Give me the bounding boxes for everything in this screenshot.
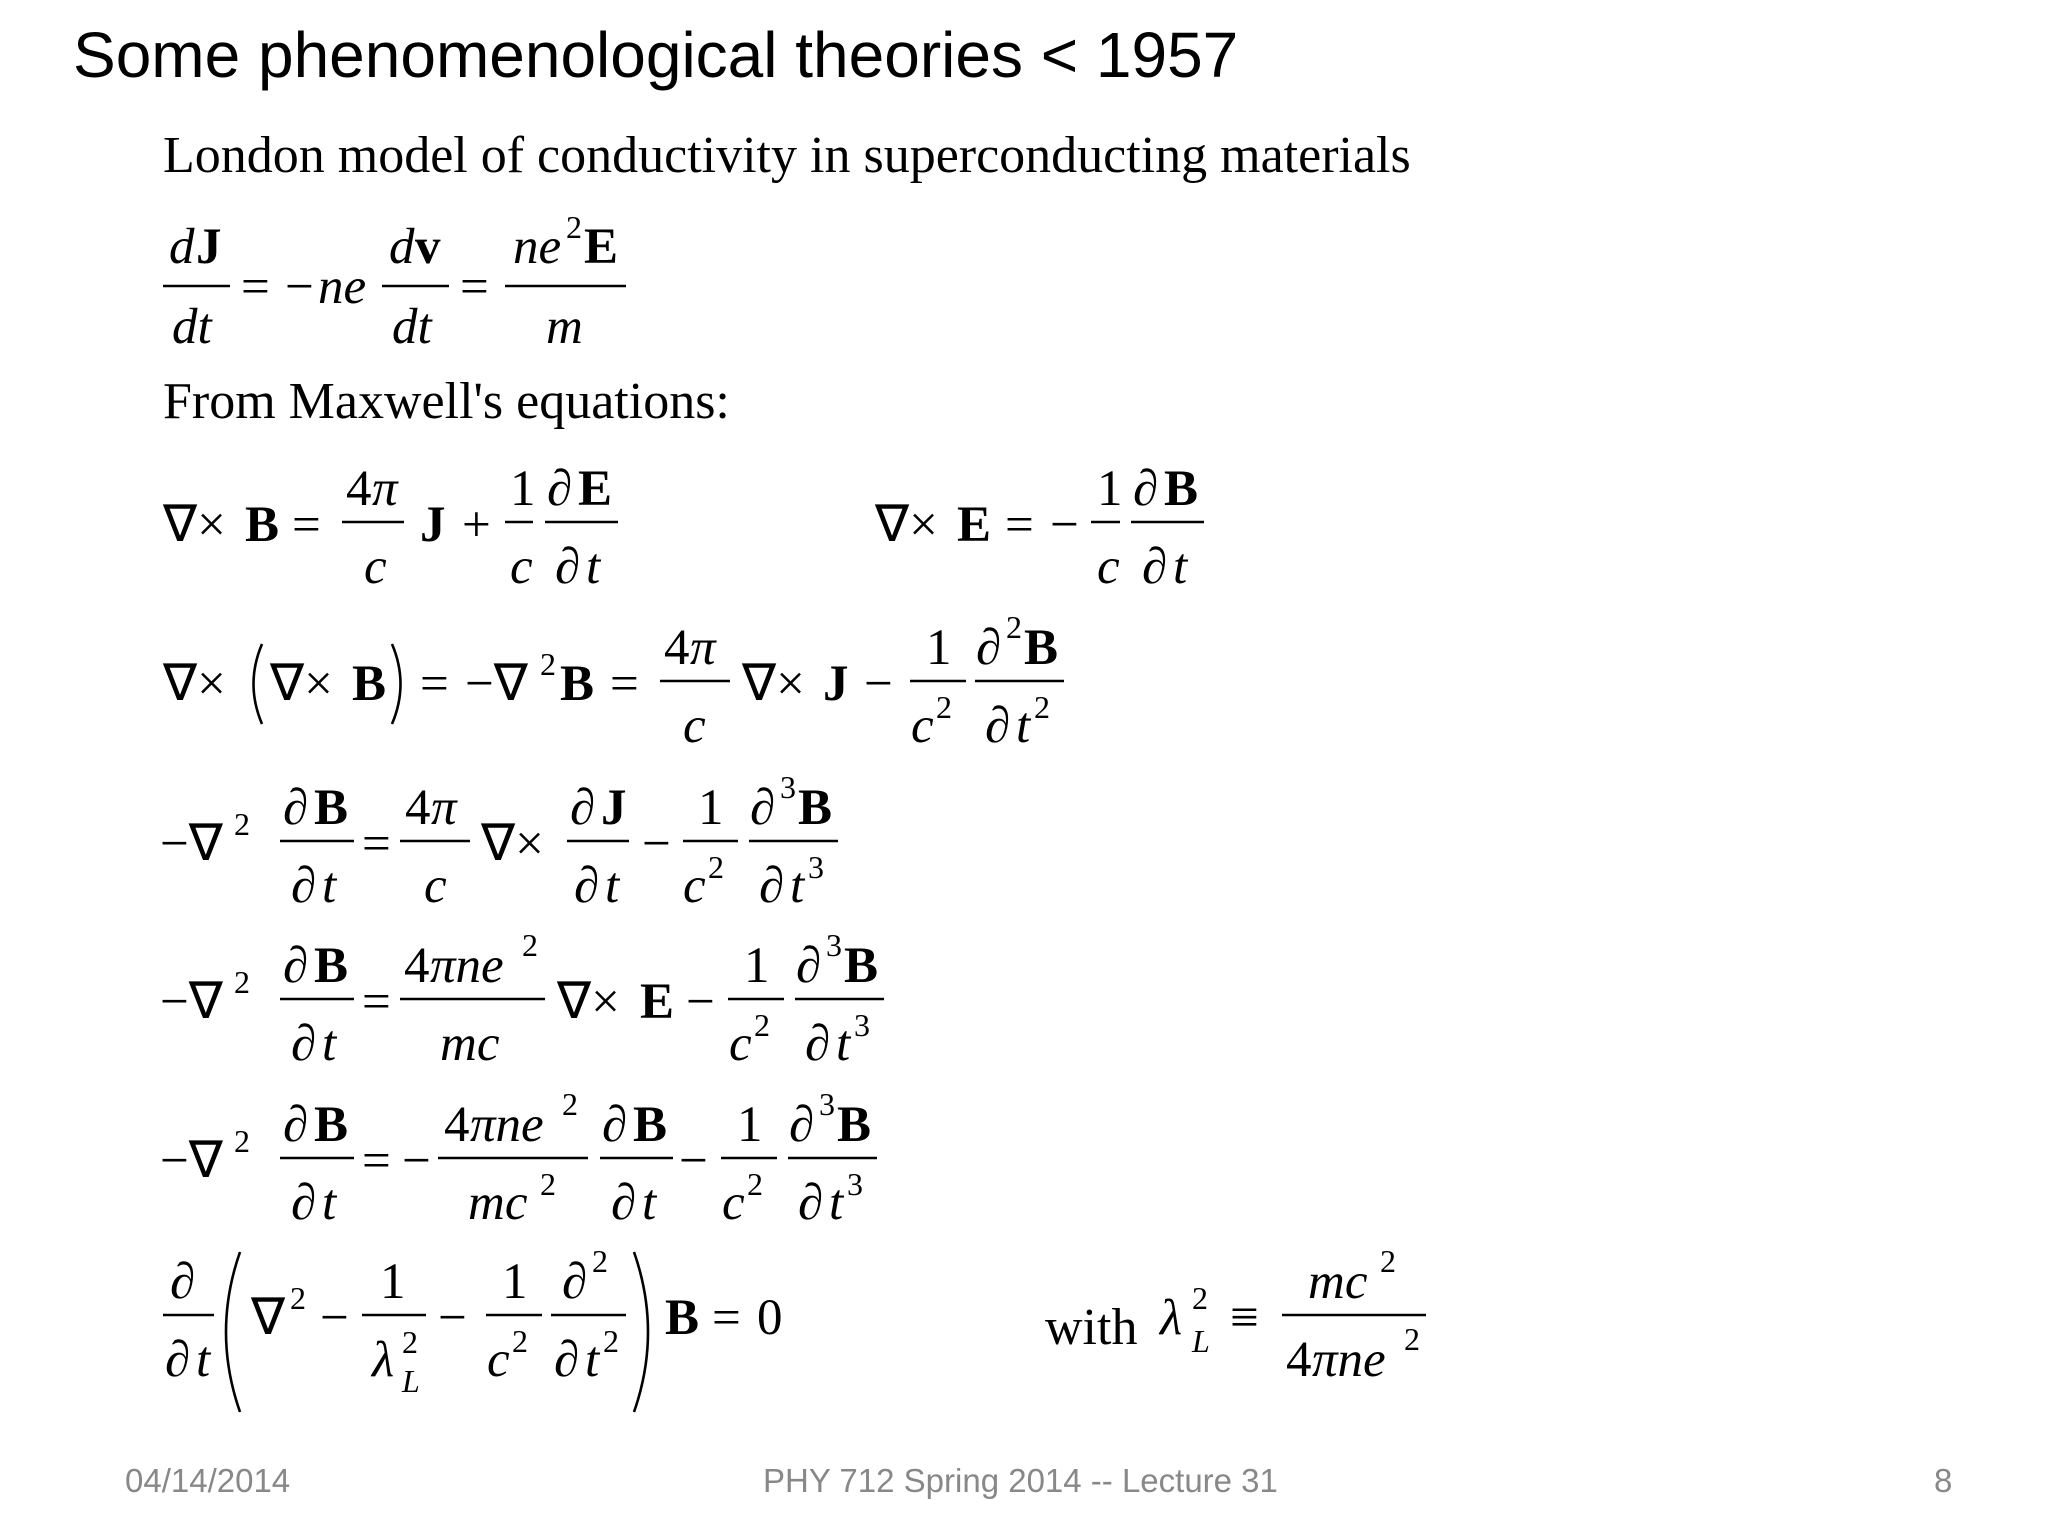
svg-text:B: B — [665, 1290, 700, 1346]
svg-text:≡: ≡ — [1230, 1290, 1259, 1346]
svg-text:2: 2 — [1380, 1243, 1396, 1279]
svg-text:t: t — [605, 858, 620, 914]
svg-text:B: B — [1024, 620, 1059, 676]
svg-text:∇×: ∇× — [163, 656, 226, 712]
svg-text:c: c — [683, 858, 706, 914]
svg-text:∂: ∂ — [291, 1175, 317, 1231]
svg-text:mc: mc — [468, 1175, 528, 1231]
svg-text:−: − — [402, 1133, 431, 1189]
svg-text:−: − — [320, 1290, 349, 1346]
svg-text:∂: ∂ — [283, 1097, 309, 1153]
svg-text:−∇: −∇ — [160, 974, 223, 1030]
svg-text:B: B — [314, 938, 349, 994]
svg-text:2: 2 — [290, 1280, 306, 1316]
svg-text:t: t — [1173, 539, 1188, 595]
svg-text:J: J — [196, 219, 222, 275]
svg-text:2: 2 — [234, 964, 250, 1000]
svg-text:J: J — [420, 497, 446, 553]
svg-text:−∇: −∇ — [160, 1133, 223, 1189]
maxwell-text: From Maxwell's equations: — [163, 373, 730, 430]
svg-text:∂: ∂ — [574, 858, 600, 914]
svg-text:E: E — [584, 219, 619, 275]
svg-text:B: B — [798, 780, 833, 836]
svg-text:=: = — [1005, 497, 1034, 553]
svg-text:3: 3 — [826, 927, 842, 963]
svg-text:2: 2 — [1006, 609, 1022, 645]
footer-course: PHY 712 Spring 2014 -- Lecture 31 — [763, 1462, 1278, 1499]
svg-text:4: 4 — [444, 1097, 470, 1153]
svg-text:∂: ∂ — [750, 780, 776, 836]
svg-text:3: 3 — [819, 1086, 835, 1122]
svg-text:λ: λ — [1160, 1290, 1183, 1346]
svg-text:2: 2 — [540, 1166, 556, 1202]
svg-text:2: 2 — [708, 849, 724, 885]
svg-text:∂: ∂ — [805, 1016, 831, 1072]
svg-text:∂: ∂ — [602, 1097, 628, 1153]
svg-text:=: = — [362, 1133, 391, 1189]
svg-text:0: 0 — [757, 1290, 783, 1346]
svg-text:t: t — [1016, 698, 1031, 754]
svg-text:∇×: ∇× — [270, 656, 333, 712]
svg-text:dt: dt — [392, 299, 432, 355]
svg-text:B: B — [314, 1097, 349, 1153]
svg-text:1: 1 — [698, 780, 724, 836]
svg-text:∂: ∂ — [555, 539, 581, 595]
svg-text:−: − — [864, 656, 893, 712]
svg-text:4: 4 — [664, 620, 690, 676]
svg-text:2: 2 — [234, 806, 250, 842]
svg-text:3: 3 — [854, 1007, 870, 1043]
svg-text:=: = — [610, 656, 639, 712]
svg-text:t: t — [196, 1332, 211, 1388]
svg-text:∂: ∂ — [283, 938, 309, 994]
slide-title: Some phenomenological theories < 1957 — [73, 19, 1239, 91]
svg-text:t: t — [322, 1175, 337, 1231]
svg-text:B: B — [1164, 461, 1199, 517]
svg-text:∂: ∂ — [570, 780, 596, 836]
svg-text:3: 3 — [808, 849, 824, 885]
svg-text:c: c — [911, 698, 934, 754]
svg-text:c: c — [722, 1175, 745, 1231]
svg-text:−: − — [1050, 497, 1079, 553]
svg-text:−∇: −∇ — [465, 656, 528, 712]
svg-text:c: c — [364, 539, 387, 595]
svg-text:2: 2 — [1034, 689, 1050, 725]
svg-text:∂: ∂ — [798, 1175, 824, 1231]
svg-text:∂: ∂ — [547, 461, 573, 517]
svg-text:1: 1 — [744, 938, 770, 994]
svg-text:4: 4 — [405, 780, 431, 836]
svg-text:c: c — [487, 1332, 510, 1388]
svg-text:t: t — [322, 1016, 337, 1072]
svg-text:∇×: ∇× — [163, 497, 226, 553]
svg-text:B: B — [633, 1097, 668, 1153]
svg-text:B: B — [314, 780, 349, 836]
svg-text:∂: ∂ — [554, 1332, 580, 1388]
svg-text:E: E — [578, 461, 613, 517]
svg-text:c: c — [424, 858, 447, 914]
svg-text:1: 1 — [1097, 461, 1123, 517]
svg-text:E: E — [640, 974, 675, 1030]
svg-text:4: 4 — [346, 461, 372, 517]
svg-text:1: 1 — [737, 1097, 763, 1153]
svg-text:m: m — [546, 299, 583, 355]
svg-text:L: L — [402, 1363, 420, 1399]
svg-text:2: 2 — [754, 1007, 770, 1043]
svg-text:t: t — [790, 858, 805, 914]
svg-text:=: = — [241, 259, 270, 315]
svg-text:2: 2 — [522, 927, 538, 963]
svg-text:t: t — [322, 858, 337, 914]
svg-text:∇: ∇ — [251, 1290, 286, 1346]
svg-text:∂: ∂ — [1133, 461, 1159, 517]
svg-text:πne: πne — [470, 1097, 544, 1153]
svg-text:−: − — [285, 259, 314, 315]
svg-text:−: − — [686, 974, 715, 1030]
svg-text:πne: πne — [1312, 1332, 1386, 1388]
svg-text:E: E — [957, 497, 992, 553]
svg-text:2: 2 — [936, 689, 952, 725]
svg-text:∂: ∂ — [562, 1254, 588, 1310]
svg-text:t: t — [836, 1016, 851, 1072]
svg-text:=: = — [712, 1290, 741, 1346]
svg-text:∇×: ∇× — [557, 974, 620, 1030]
svg-text:∂: ∂ — [611, 1175, 637, 1231]
svg-text:2: 2 — [603, 1323, 619, 1359]
svg-text:∂: ∂ — [1142, 539, 1168, 595]
footer-page-number: 8 — [1934, 1462, 1953, 1499]
svg-text:1: 1 — [510, 461, 536, 517]
svg-text:=: = — [362, 974, 391, 1030]
svg-text:2: 2 — [234, 1123, 250, 1159]
london-model-text: London model of conductivity in superconducting materials — [163, 127, 1411, 184]
svg-text:B: B — [844, 938, 879, 994]
svg-text:ne: ne — [513, 219, 562, 275]
svg-text:1: 1 — [502, 1254, 528, 1310]
svg-text:B: B — [245, 497, 280, 553]
svg-text:∂: ∂ — [170, 1254, 196, 1310]
svg-text:∂: ∂ — [976, 620, 1002, 676]
svg-text:−: − — [642, 816, 671, 872]
svg-text:+: + — [462, 497, 491, 553]
svg-text:d: d — [389, 219, 415, 275]
svg-text:2: 2 — [512, 1323, 528, 1359]
svg-text:∂: ∂ — [283, 780, 309, 836]
svg-text:dt: dt — [172, 299, 212, 355]
svg-text:2: 2 — [1404, 1321, 1420, 1357]
svg-text:∂: ∂ — [759, 858, 785, 914]
svg-text:2: 2 — [562, 1086, 578, 1122]
svg-text:t: t — [586, 539, 601, 595]
svg-text:B: B — [560, 656, 595, 712]
svg-text:c: c — [729, 1016, 752, 1072]
svg-text:3: 3 — [780, 769, 796, 805]
svg-text:2: 2 — [1192, 1280, 1208, 1316]
svg-text:mc: mc — [440, 1016, 500, 1072]
svg-text:L: L — [1192, 1323, 1210, 1359]
svg-text:t: t — [829, 1175, 844, 1231]
svg-text:c: c — [1097, 539, 1120, 595]
svg-text:B: B — [352, 656, 387, 712]
svg-text:∂: ∂ — [796, 938, 822, 994]
svg-text:1: 1 — [926, 620, 952, 676]
svg-text:1: 1 — [380, 1254, 406, 1310]
svg-text:∂: ∂ — [291, 1016, 317, 1072]
svg-text:4: 4 — [1286, 1332, 1312, 1388]
svg-text:v: v — [415, 219, 441, 275]
svg-text:=: = — [362, 816, 391, 872]
svg-text:d: d — [169, 219, 195, 275]
svg-text:ne: ne — [318, 259, 367, 315]
svg-text:∂: ∂ — [291, 858, 317, 914]
svg-text:π: π — [690, 620, 716, 676]
with-text: with — [1045, 1299, 1138, 1356]
svg-text:2: 2 — [540, 646, 556, 682]
svg-text:λ: λ — [372, 1332, 395, 1388]
svg-text:c: c — [683, 698, 706, 754]
svg-text:c: c — [510, 539, 533, 595]
svg-text:t: t — [642, 1175, 657, 1231]
svg-text:=: = — [420, 656, 449, 712]
svg-text:4: 4 — [404, 938, 430, 994]
svg-text:=: = — [292, 497, 321, 553]
svg-text:∂: ∂ — [789, 1097, 815, 1153]
svg-text:π: π — [372, 461, 398, 517]
svg-text:−∇: −∇ — [160, 816, 223, 872]
svg-text:J: J — [601, 780, 627, 836]
svg-text:2: 2 — [566, 209, 582, 245]
svg-text:t: t — [585, 1332, 600, 1388]
svg-text:2: 2 — [402, 1324, 418, 1360]
svg-text:=: = — [460, 259, 489, 315]
svg-text:∂: ∂ — [165, 1332, 191, 1388]
svg-text:πne: πne — [430, 938, 504, 994]
svg-text:−: − — [679, 1133, 708, 1189]
svg-text:π: π — [431, 780, 457, 836]
svg-text:∇×: ∇× — [742, 656, 805, 712]
svg-text:B: B — [837, 1097, 872, 1153]
svg-text:2: 2 — [747, 1166, 763, 1202]
svg-text:∂: ∂ — [985, 698, 1011, 754]
svg-text:∇×: ∇× — [875, 497, 938, 553]
footer-date: 04/14/2014 — [125, 1462, 291, 1499]
svg-text:J: J — [823, 656, 849, 712]
svg-text:∇×: ∇× — [481, 816, 544, 872]
svg-text:2: 2 — [592, 1243, 608, 1279]
svg-text:3: 3 — [847, 1166, 863, 1202]
svg-text:mc: mc — [1308, 1254, 1368, 1310]
svg-text:−: − — [438, 1290, 467, 1346]
